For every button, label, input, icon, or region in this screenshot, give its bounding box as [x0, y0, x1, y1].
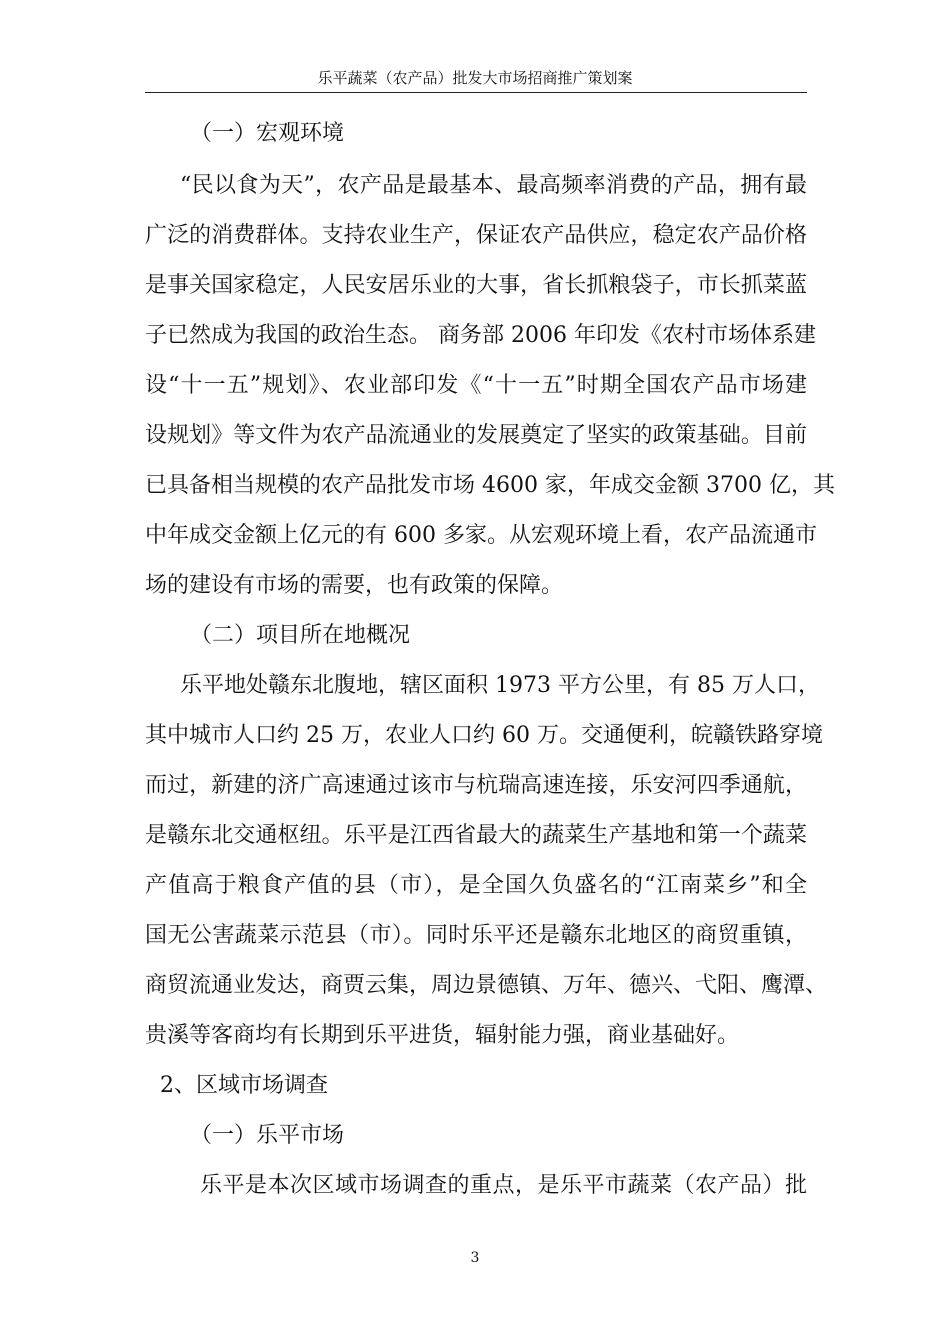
paragraph-line: 乐平是本次区域市场调查的重点，是乐平市蔬菜（农产品）批: [200, 1173, 807, 1198]
section-heading-leping-market: （一）乐平市场: [190, 1123, 345, 1148]
section-heading-regional-survey: 2、区域市场调查: [160, 1073, 328, 1098]
paragraph-line: 广泛的消费群体。支持农业生产，保证农产品供应，稳定农产品价格: [145, 223, 807, 248]
paragraph-line: 是赣东北交通枢纽。乐平是江西省最大的蔬菜生产基地和第一个蔬菜: [145, 823, 807, 848]
paragraph-line: 乐平地处赣东北腹地，辖区面积 1973 平方公里，有 85 万人口，: [180, 673, 820, 698]
paragraph-line: 子已然成为我国的政治生态。 商务部 2006 年印发《农村市场体系建: [145, 323, 816, 348]
paragraph-line: 贵溪等客商均有长期到乐平进货，辐射能力强，商业基础好。: [145, 1023, 740, 1048]
paragraph-line: 场的建设有市场的需要，也有政策的保障。: [145, 573, 564, 598]
paragraph-line: 设规划》等文件为农产品流通业的发展奠定了坚实的政策基础。目前: [145, 423, 807, 448]
paragraph-line: 设“十一五”规划》、农业部印发《“十一五”时期全国农产品市场建: [145, 373, 807, 398]
section-heading-macro-environment: （一）宏观环境: [190, 121, 345, 146]
paragraph-line: 已具备相当规模的农产品批发市场 4600 家，年成交金额 3700 亿，其: [145, 473, 835, 498]
paragraph-line: 中年成交金额上亿元的有 600 多家。从宏观环境上看，农产品流通市: [145, 523, 817, 548]
paragraph-line: 国无公害蔬菜示范县（市）。同时乐平还是赣东北地区的商贸重镇，: [145, 923, 807, 948]
page-number: 3: [470, 1250, 480, 1266]
paragraph-line: 其中城市人口约 25 万，农业人口约 60 万。交通便利，皖赣铁路穿境: [145, 723, 823, 748]
paragraph-line: 而过，新建的济广高速通过该市与杭瑞高速连接，乐安河四季通航，: [145, 773, 807, 798]
paragraph-line: 是事关国家稳定，人民安居乐业的大事，省长抓粮袋子，市长抓菜蓝: [145, 273, 807, 298]
section-heading-project-location: （二）项目所在地概况: [190, 623, 411, 648]
paragraph-line: “民以食为天”，农产品是最基本、最高频率消费的产品，拥有最: [180, 173, 807, 198]
paragraph-line: 产值高于粮食产值的县（市），是全国久负盛名的“江南菜乡”和全: [145, 873, 807, 898]
paragraph-line: 商贸流通业发达，商贾云集，周边景德镇、万年、德兴、弋阳、鹰潭、: [145, 973, 828, 998]
running-header: 乐平蔬菜（农产品）批发大市场招商推广策划案: [317, 69, 633, 87]
header-rule: [145, 92, 807, 93]
